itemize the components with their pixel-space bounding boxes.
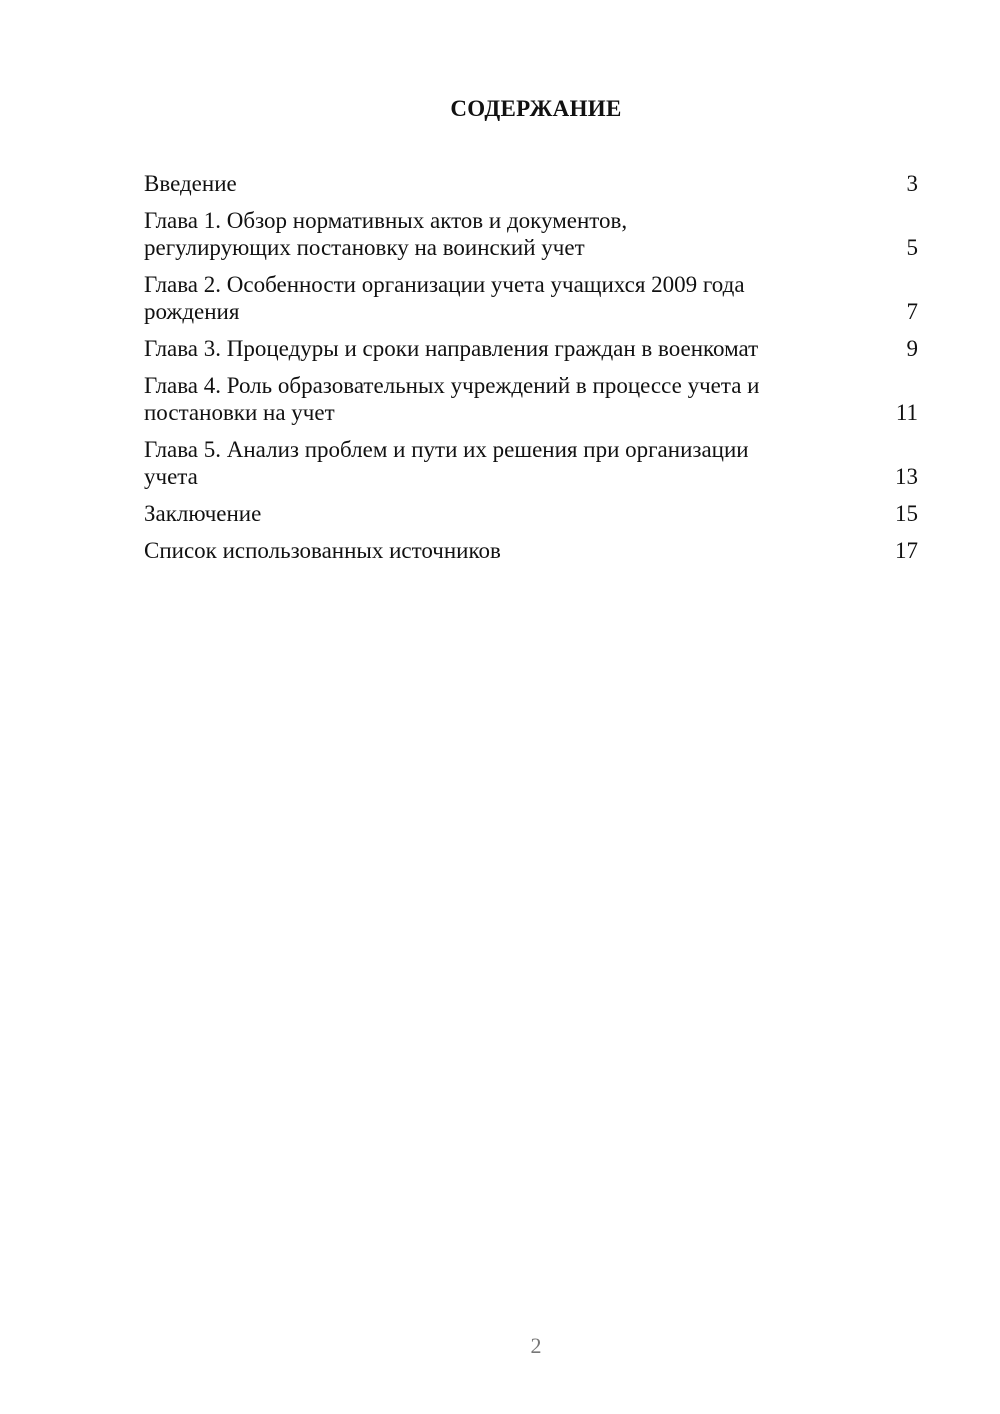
toc-entry-introduction — [144, 170, 918, 197]
page-title: СОДЕРЖАНИЕ — [450, 96, 622, 121]
toc-entry-page: 3 — [906, 171, 918, 196]
toc-entry-page: 15 — [895, 501, 918, 526]
toc-entry-text: Заключение — [144, 501, 262, 526]
toc-entry-conclusion — [144, 500, 918, 527]
toc-entry-text: Глава 2. Особенности организации учета учащихся 2009 года рождения — [144, 272, 745, 324]
toc-entry-page: 11 — [895, 400, 918, 425]
toc-entry-page: 9 — [906, 336, 918, 361]
toc-entry-chapter-3 — [144, 335, 918, 362]
page-number: 2 — [530, 1333, 542, 1358]
toc-entry-chapter-2 — [144, 271, 918, 325]
toc-entry-page: 7 — [906, 299, 918, 324]
toc-entry-page: 5 — [906, 235, 918, 260]
toc-entry-text: Список использованных источников — [144, 538, 501, 563]
toc-entry-page: 13 — [895, 464, 918, 489]
toc-entry-chapter-1 — [144, 207, 918, 261]
toc-entry-text: Глава 3. Процедуры и сроки направления граждан в военкомат — [144, 336, 759, 361]
toc-entry-chapter-5 — [144, 436, 918, 490]
toc-entry-text: Глава 4. Роль образовательных учреждений в процессе учета и постановки на учет — [144, 373, 760, 425]
toc-entry-text: Введение — [144, 171, 237, 196]
toc-entry-page: 17 — [895, 538, 918, 563]
toc-entry-chapter-4 — [144, 372, 918, 426]
table-of-contents — [144, 170, 918, 574]
toc-entry-text: Глава 1. Обзор нормативных актов и документов, регулирующих постановку на воинский учет — [144, 208, 628, 260]
toc-entry-text: Глава 5. Анализ проблем и пути их решения при организации учета — [144, 437, 749, 489]
toc-entry-references — [144, 537, 918, 564]
